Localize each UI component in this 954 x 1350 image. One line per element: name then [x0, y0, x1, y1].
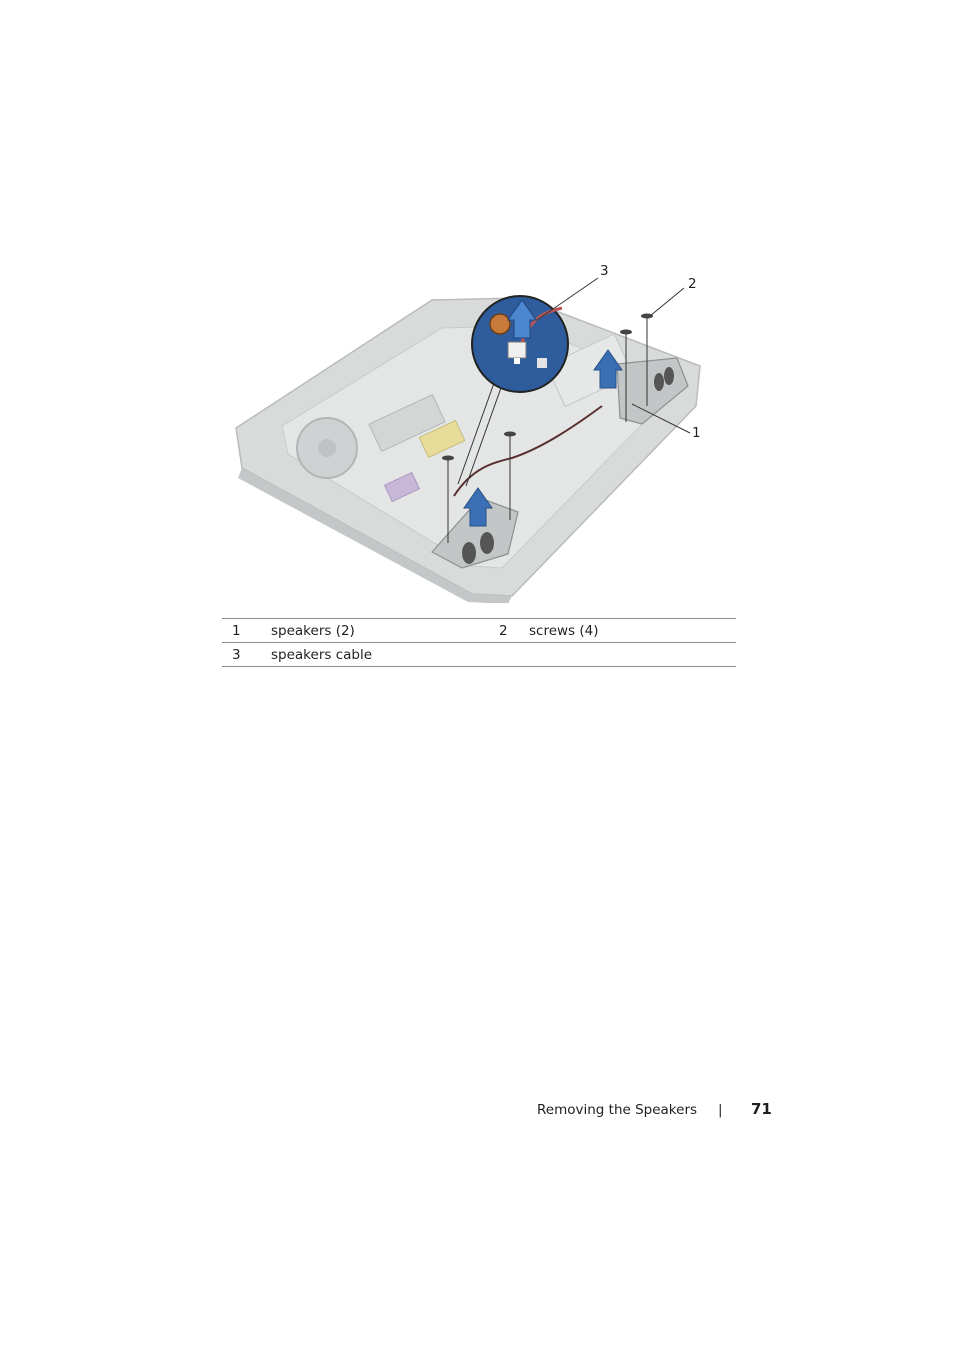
- legend-text: [529, 643, 736, 667]
- connector-magnifier: [472, 296, 568, 392]
- speaker-removal-illustration: [222, 258, 742, 603]
- legend-number: 2: [489, 619, 529, 643]
- callout-2: 2: [688, 276, 697, 292]
- table-row: [222, 619, 736, 643]
- legend-table: [222, 618, 736, 667]
- footer-section-title: Removing the Speakers: [537, 1102, 698, 1118]
- legend-text: screws (4): [529, 619, 736, 643]
- footer-separator: |: [718, 1102, 723, 1118]
- legend-number: 1: [222, 619, 271, 643]
- callout-3: 3: [600, 263, 609, 279]
- fan-icon: [297, 418, 357, 478]
- laptop-base-drawing: [222, 258, 742, 603]
- legend-number: [489, 643, 529, 667]
- page-number: 71: [751, 1100, 772, 1118]
- legend-number: 3: [222, 643, 271, 667]
- legend-text: speakers cable: [271, 643, 489, 667]
- callout-1: 1: [692, 425, 701, 441]
- table-row: [222, 643, 736, 667]
- legend-text: speakers (2): [271, 619, 489, 643]
